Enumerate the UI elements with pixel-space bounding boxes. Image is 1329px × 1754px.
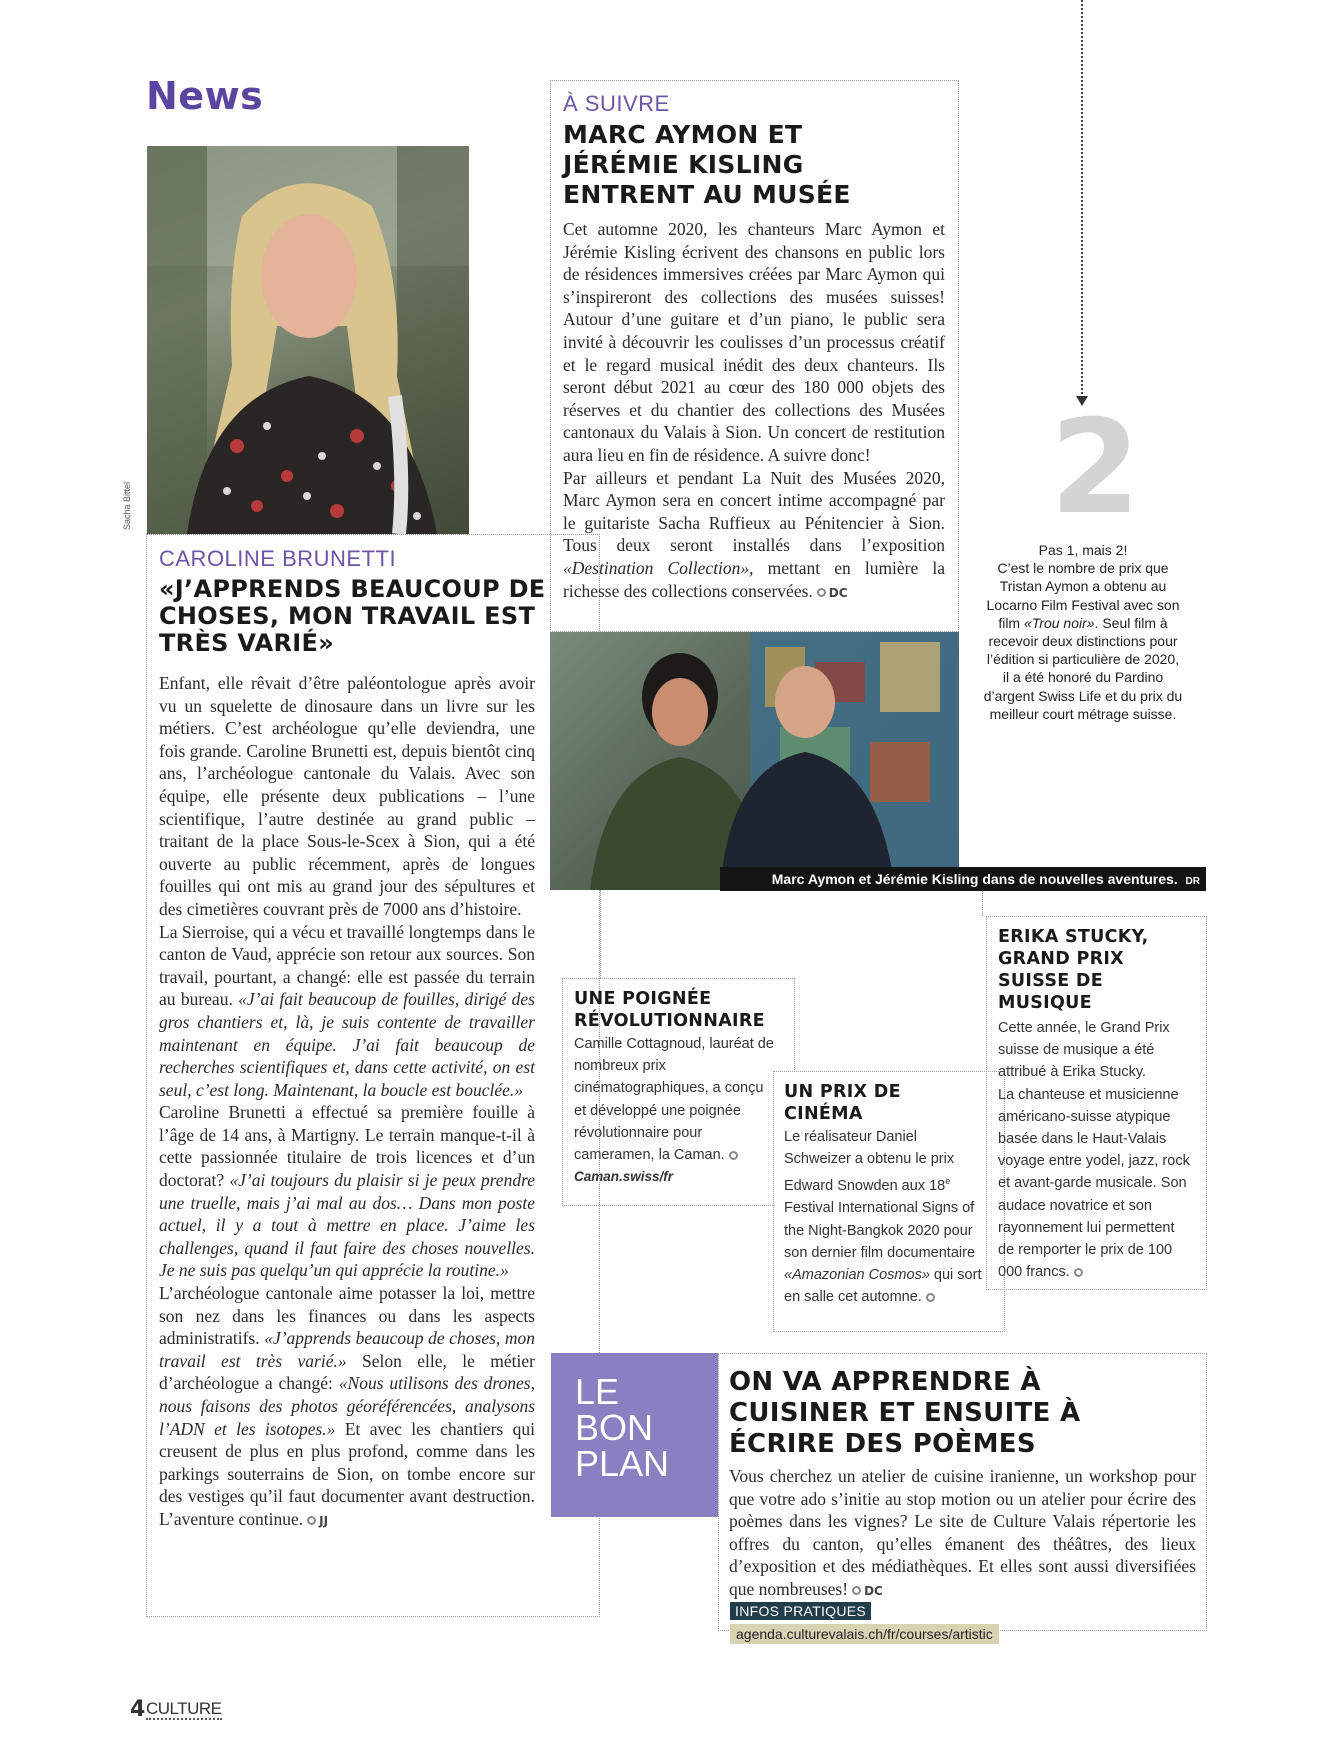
musicians-illustration: [550, 632, 959, 890]
article1-p4-text-b: Selon elle, le métier d’archéologue a changé:: [159, 1350, 535, 1394]
article1-paragraph-1: Enfant, elle rêvait d’être paléontologue après avoir vu un squelette de dinosaure dans un livre sur les métiers. C’est archéologue qu’elle deviendra, une fois grande. Caroline Brunetti est, depuis bientôt cinq ans, l’archéologue cantonale du Valais. Avec son équipe, elle présente deux publications – l’une scientifique, l’autre destinée au grand public – traitant de la place Sous-le-Scex à Sion, qui a été ouverte au public récemment, après de longues fouilles qui ont mis au grand jour des sépultures et des cimetières couvrant près de 7000 ans d’histoire.: [159, 673, 535, 919]
connector-line: [600, 890, 601, 978]
article1-p4-quote-b: «Nous utilisons des drones, nous faisons des photos géoréférencées, analysons l’ADN et les isotopes.»: [159, 1373, 535, 1439]
article2-headline: MARC AYMON ET JÉRÉMIE KISLING ENTRENT AU MUSÉE: [563, 120, 851, 209]
sidebar-text-a: C’est le nombre de prix que Tristan Aymon a obtenu au Locarno Film Festival avec son film: [986, 560, 1180, 631]
portrait-photo: [147, 146, 469, 534]
bon-plan-headline: ON VA APPRENDRE À CUISINER ET ENSUITE À ÉCRIRE DES POÈMES: [729, 1367, 1081, 1459]
brief3-title: ERIKA STUCKY, GRAND PRIX SUISSE DE MUSIQUE: [998, 927, 1149, 1013]
page-number: 4: [130, 1697, 146, 1722]
section-title: News: [146, 74, 264, 118]
caption-credit: DR: [1185, 876, 1200, 887]
end-bullet-icon: [307, 1516, 316, 1525]
brief3-body: [998, 1017, 1194, 1283]
end-bullet-icon: [852, 1586, 861, 1595]
article1-paragraph-4: [159, 1282, 535, 1533]
brief2-title: UN PRIX DE CINÉMA: [784, 1082, 901, 1124]
article2-paragraph-1: Cet automne 2020, les chanteurs Marc Aymon et Jérémie Kisling écrivent des chansons en public lors de résidences immersives créées par Marc Aymon qui s’inspireront des collections des musées suisses! Autour d’une guitare et d’un piano, le public sera invité à découvrir les coulisses d’un processus créatif et le regard musical inédit des deux chanteurs. Ils seront début 2021 au cœur des 180 000 objets des réserves et du chantier des collections des Musées cantonaux du Valais à Sion. Un concert de restitution aura lieu en fin de résidence. A suivre donc!: [563, 219, 945, 465]
dotted-arrow-line: [1081, 0, 1083, 398]
photo-caption: [720, 871, 1200, 887]
brief1-title: UNE POIGNÉE RÉVOLUTIONNAIRE: [574, 989, 765, 1031]
sidebar-lead: Pas 1, mais 2!: [1038, 542, 1128, 558]
bon-plan-body: [729, 1465, 1196, 1603]
brief1-body: [574, 1033, 774, 1188]
caption-text: Marc Aymon et Jérémie Kisling dans de nouvelles aventures.: [771, 871, 1178, 887]
article2-body: [563, 218, 945, 604]
brief3-text-b: La chanteuse et musicienne américano-suisse atypique basée dans le Haut-Valais voyage entre yodel, jazz, rock et avant-garde musicale. Son audace novatrice et son rayonnement lui permettent de remporter le prix de 100 000 francs.: [998, 1086, 1190, 1281]
article1-paragraph-2: [159, 921, 535, 1102]
end-bullet-icon: [817, 588, 826, 597]
info-label: INFOS PRATIQUES: [730, 1602, 871, 1620]
end-bullet-icon: [1074, 1268, 1083, 1277]
brief2-film: «Amazonian Cosmos»: [784, 1267, 930, 1284]
article2-signature: DC: [828, 585, 848, 600]
article1-headline: «J’APPRENDS BEAUCOUP DE CHOSES, MON TRAVAIL EST TRÈS VARIÉ»: [159, 575, 546, 657]
brief2-text-a: Le réalisateur Daniel Schweizer a obtenu le prix Edward Snowden aux 18: [784, 1129, 955, 1195]
portrait-illustration: [147, 146, 469, 534]
end-bullet-icon: [926, 1293, 935, 1302]
article1-body: [159, 672, 535, 1533]
article1-signature: JJ: [319, 1513, 329, 1528]
article1-paragraph-3: [159, 1101, 535, 1282]
article1-p2-quote: «J’ai fait beaucoup de fouilles, dirigé des gros chantiers et, là, je suis contente de travailler maintenant en équipe. J’ai fait beaucoup de recherches scientifiques et, dans cette activité, on est seul, c’est long. Maintenant, la boucle est bouclée.»: [159, 989, 535, 1100]
article1-p4-text-a: L’archéologue cantonale aime potasser la loi, mettre son nez dans les finances ou dans les aspects administratifs.: [159, 1283, 535, 1349]
connector-line: [982, 891, 983, 916]
sidebar-text: [983, 541, 1183, 723]
article2-p2-text-a: Par ailleurs et pendant La Nuit des Musées 2020, Marc Aymon sera en concert intime accompagné par le guitariste Sacha Ruffieux au Pénitencier à Sion. Tous deux seront installés dans l’exposition: [563, 467, 945, 556]
brief1-text: Camille Cottagnoud, lauréat de nombreux prix cinématographiques, a conçu et développé une poignée révolutionnaire pour cameramen, la Caman.: [574, 1036, 774, 1164]
end-bullet-icon: [729, 1151, 738, 1160]
photo-credit: Sacha Bittel: [122, 481, 132, 530]
brief1-link[interactable]: Caman.swiss/fr: [574, 1169, 674, 1185]
big-number: 2: [1050, 391, 1141, 543]
article2-kicker: À SUIVRE: [563, 91, 670, 116]
brief3-text-a: Cette année, le Grand Prix suisse de musique a été attribué à Erika Stucky.: [998, 1020, 1170, 1081]
musicians-photo: [550, 632, 959, 890]
article2-p2-exhibition: «Destination Collection»: [563, 557, 750, 578]
bon-plan-label: LE BON PLAN: [575, 1371, 670, 1484]
magazine-name: CULTURE: [146, 1699, 222, 1718]
article1-p4-text-c: Et avec les chantiers qui creusent de plus en plus profond, comme dans les parkings souterrains de Sion, on tombe encore sur des vestiges qu’il faut documenter avant destruction. L’aventure continue.: [159, 1418, 535, 1529]
bon-plan-signature: DC: [864, 1583, 883, 1598]
article2-p2-text-b: , mettant en lumière la richesse des collections conservées.: [563, 557, 945, 601]
article2-paragraph-2: [563, 467, 945, 605]
article1-p3-text: Caroline Brunetti a effectué sa première fouille à l’âge de 14 ans, à Martigny. Le terrain manque-t-il à cette passionnée titulaire de trois licences et d’un doctorat?: [159, 1102, 535, 1191]
info-link[interactable]: agenda.culturevalais.ch/fr/courses/artistic: [730, 1624, 999, 1644]
article1-kicker: CAROLINE BRUNETTI: [159, 546, 397, 571]
bon-plan-text: Vous cherchez un atelier de cuisine iranienne, un workshop pour que votre ado s’initie au stop motion ou un atelier pour écrire des poèmes dans les vignes? Le site de Culture Valais répertorie les offres du canton, qu’elles émanent des théâtres, des lieux d’exposition et des médiathèques. Et elles sont aussi diversifiées que nombreuses!: [729, 1466, 1196, 1599]
brief2-sup: e: [945, 1176, 951, 1187]
article1-p2-text: La Sierroise, qui a vécu et travaillé longtemps dans le canton de Vaud, apprécie son retour aux sources. Son travail, pourtant, a changé: elle est passée du terrain au bureau.: [159, 921, 535, 1010]
brief2-body: [784, 1126, 984, 1308]
article1-p3-quote: «J’ai toujours du plaisir si je peux prendre une truelle, mais j’ai mal au dos… Dans mon poste actuel, il y a tout à mettre en place. J’aime les challenges, quand il faut faire des choses nouvelles. Je ne suis pas quelqu’un qui apprécie la routine.»: [159, 1170, 536, 1281]
article1-p4-quote-a: «J’apprends beaucoup de choses, mon travail est très varié.»: [159, 1328, 536, 1371]
brief2-text-b: Festival International Signs of the Night-Bangkok 2020 pour son dernier film documentaire: [784, 1200, 976, 1261]
sidebar-text-b: . Seul film à recevoir deux distinctions pour l’édition si particulière de 2020, il a été honoré du Pardino d’argent Swiss Life et du prix du meilleur court métrage suisse.: [983, 614, 1183, 722]
sidebar-film: «Trou noir»: [1023, 614, 1095, 631]
brief2-text-c: qui sort en salle cet automne.: [784, 1267, 982, 1306]
